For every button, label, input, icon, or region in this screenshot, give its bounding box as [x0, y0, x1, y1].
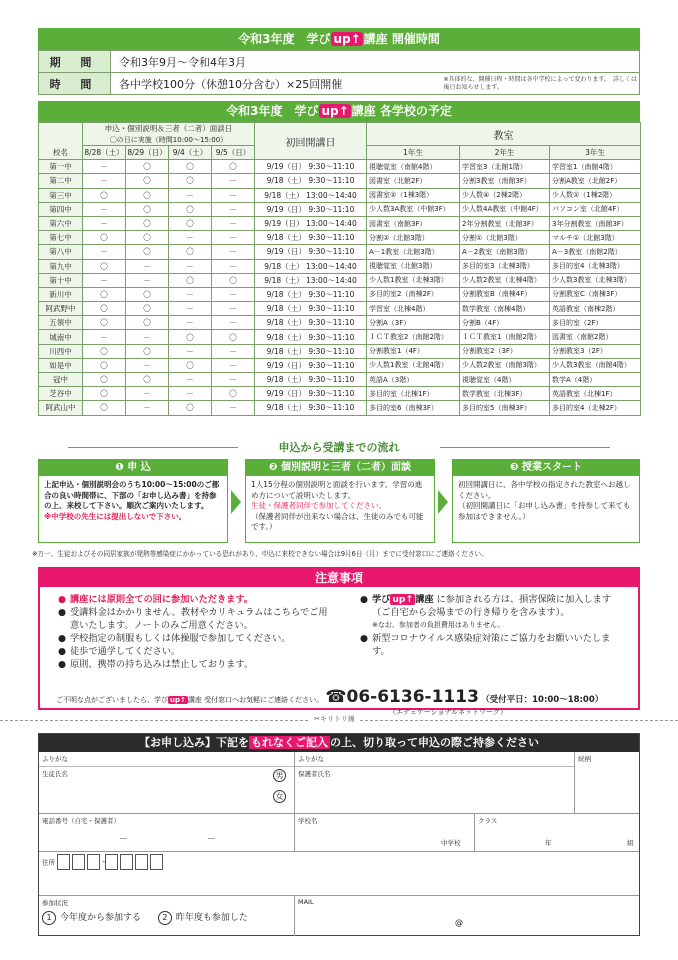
classroom-grade1: A－1教室（北館3階） [367, 245, 460, 259]
schedule-row [39, 373, 641, 387]
interview-mark: 〇 [126, 174, 169, 188]
classroom-grade3: 図書室（南館2階） [550, 330, 641, 344]
interview-mark: － [212, 174, 255, 188]
interview-mark: － [169, 373, 212, 387]
caution-list-left [58, 593, 328, 671]
school-name: 第一中 [39, 160, 83, 174]
interview-mark: － [126, 259, 169, 273]
schedule-row [39, 259, 641, 273]
schedule-row [39, 174, 641, 188]
classroom-grade2: 分割教室B（南棟4F） [460, 287, 550, 301]
classroom-grade3: 分割教室3（2F） [550, 344, 641, 358]
school-name: 阿武山中 [39, 401, 83, 415]
time-value: 各中学校100分（休憩10分含む）×25回開催 [111, 73, 440, 95]
interview-mark: － [83, 330, 126, 344]
header-grade: 2年生 [460, 146, 550, 160]
first-class-date: 9/19（日） 9:30～11:10 [255, 160, 367, 174]
classroom-grade1: 分割A（3F） [367, 316, 460, 330]
reception-hours: （受付平日：10:00～18:00） [481, 695, 604, 705]
phone-number: ☎06-6136-1113 [325, 687, 479, 707]
header-interview-sub: 〇の日に実施（時間10:00～15:00） [83, 135, 255, 146]
first-class-date: 9/18（土） 9:30～11:10 [255, 287, 367, 301]
interview-mark: 〇 [126, 188, 169, 202]
interview-mark: － [212, 401, 255, 415]
schedule-section [38, 101, 640, 416]
interview-mark: － [169, 387, 212, 401]
interview-mark: 〇 [126, 231, 169, 245]
first-class-date: 9/18（土） 9:30～11:10 [255, 316, 367, 330]
classroom-grade1: 多目的室（北棟1F） [367, 387, 460, 401]
hours-title: 令和3年度 学び up↑ 講座 開催時間 [38, 28, 640, 50]
interview-mark: 〇 [83, 316, 126, 330]
interview-mark: － [83, 245, 126, 259]
classroom-grade3: 少人数①（1棟2階） [550, 188, 641, 202]
interview-mark: 〇 [126, 160, 169, 174]
classroom-grade2: 多目的室5（南棟3F） [460, 401, 550, 415]
caution-item: ● 学び up↑ 講座 に参加される方は、損害保険に加入します（ご自宅から会場までの行き帰りを含みます）。 ※なお、参加者の負担費用はありません。 [360, 593, 620, 632]
caution-item: ● 学校指定の制服もしくは体操服で参加してください。 [58, 632, 328, 645]
classroom-grade2: 分割①（北館3階） [460, 231, 550, 245]
first-class-date: 9/19（日） 9:30～11:10 [255, 387, 367, 401]
classroom-grade3: 少人数3教室（南館4階） [550, 358, 641, 372]
header-date: 9/4（土） [169, 146, 212, 160]
relation-field[interactable]: 続柄 [575, 752, 639, 814]
interview-mark: 〇 [83, 302, 126, 316]
classroom-grade2: 数学教室（北棟3F） [460, 387, 550, 401]
caution-item: ● 新型コロナウイルス感染症対策にご協力をお願いいたします。 [360, 632, 620, 658]
application-form [38, 733, 640, 936]
classroom-grade3: 少人数3教室（北棟3階） [550, 273, 641, 287]
interview-mark: － [126, 330, 169, 344]
first-class-date: 9/18（土） 9:30～11:10 [255, 401, 367, 415]
classroom-grade2: 2年分割教室（北館3F） [460, 216, 550, 230]
classroom-grade1: 図書室②（1棟3階） [367, 188, 460, 202]
student-name-field[interactable]: ふりがな 生徒氏名 男 女 [39, 752, 295, 814]
interview-mark: － [212, 216, 255, 230]
interview-mark: 〇 [212, 387, 255, 401]
interview-mark: 〇 [126, 202, 169, 216]
school-name: 第六中 [39, 216, 83, 230]
schedule-row [39, 302, 641, 316]
classroom-grade1: 少人数1教室（北棟3階） [367, 273, 460, 287]
classroom-grade2: 学習室3（北館1階） [460, 160, 550, 174]
interview-mark: 〇 [126, 344, 169, 358]
school-name: 第七中 [39, 231, 83, 245]
school-name: 第八中 [39, 245, 83, 259]
classroom-grade3: マルチ①（北館3階） [550, 231, 641, 245]
male-option[interactable]: 男 [273, 769, 286, 782]
first-class-date: 9/18（土） 9:30～11:10 [255, 373, 367, 387]
interview-mark: － [83, 174, 126, 188]
mail-field[interactable]: MAIL @ [298, 898, 463, 927]
classroom-grade2: ＩＣＴ教室1（南館2階） [460, 330, 550, 344]
schedule-row [39, 387, 641, 401]
classroom-grade1: 分割②（北館3階） [367, 231, 460, 245]
classroom-grade1: 視聴覚室（北館3階） [367, 259, 460, 273]
first-class-date: 9/19（日） 9:30～11:10 [255, 245, 367, 259]
interview-mark: 〇 [83, 373, 126, 387]
interview-mark: 〇 [126, 316, 169, 330]
interview-mark: － [83, 202, 126, 216]
interview-mark: 〇 [126, 302, 169, 316]
interview-mark: 〇 [212, 273, 255, 287]
schedule-row [39, 287, 641, 301]
option-new[interactable]: 今年度から参加する [60, 913, 142, 923]
interview-mark: 〇 [169, 330, 212, 344]
parent-name-field[interactable]: ふりがな 保護者氏名 [295, 752, 575, 814]
interview-mark: 〇 [212, 160, 255, 174]
interview-mark: 〇 [83, 344, 126, 358]
interview-mark: 〇 [212, 330, 255, 344]
schedule-row [39, 216, 641, 230]
classroom-grade3: パソコン室（北館4F） [550, 202, 641, 216]
class-field[interactable]: クラス 年 組 [475, 814, 639, 852]
interview-mark: 〇 [126, 287, 169, 301]
caution-item: ● 徒歩で通学してください。 [58, 645, 328, 658]
flow-step-apply: ❶ 申 込 上記申込・個別説明会のうち10:00～15:00のご都合の良い時間帯に、下部の「お申し込み書」を持参の上、来校して下さい。順次ご案内いたします。 ※中学校の先生には提出しないで下さい。 [38, 459, 228, 543]
flow-arrow [231, 490, 241, 514]
classroom-grade1: 視聴覚室（南館4階） [367, 160, 460, 174]
school-name: 第二中 [39, 174, 83, 188]
period-value: 令和3年9月～令和4年3月 [111, 51, 640, 73]
interview-mark: － [212, 245, 255, 259]
time-note: ※具体的な、開催日程・時間は各中学校によって変わります。 詳しくは後日お知らせします。 [440, 73, 640, 95]
schedule-row [39, 273, 641, 287]
option-2-number[interactable]: 2 [158, 911, 172, 925]
caution-item: ● 原則、携帯の持ち込みは禁止しております。 [58, 658, 328, 671]
first-class-date: 9/19（日） 9:30～11:10 [255, 202, 367, 216]
classroom-grade2: 分割B（4F） [460, 316, 550, 330]
school-name: 第九中 [39, 259, 83, 273]
classroom-grade3: 多目的室4（北棟3階） [550, 259, 641, 273]
schedule-row [39, 316, 641, 330]
interview-mark: 〇 [83, 401, 126, 415]
classroom-grade1: 学習室（北棟4階） [367, 302, 460, 316]
first-class-date: 9/19（日） 9:30～11:10 [255, 358, 367, 372]
classroom-grade1: 多目的室6（南棟3F） [367, 401, 460, 415]
interview-mark: 〇 [126, 245, 169, 259]
interview-mark: － [169, 316, 212, 330]
interview-mark: － [126, 273, 169, 287]
interview-mark: 〇 [83, 188, 126, 202]
option-returning[interactable]: 昨年度も参加した [175, 913, 248, 923]
interview-mark: 〇 [83, 259, 126, 273]
interview-mark: － [169, 287, 212, 301]
interview-mark: 〇 [169, 401, 212, 415]
school-name: 新川中 [39, 287, 83, 301]
header-classroom: 教室 [367, 123, 641, 146]
classroom-grade2: 多目的室3（北棟3階） [460, 259, 550, 273]
interview-mark: － [212, 231, 255, 245]
classroom-grade1: 図書室（北館2F） [367, 174, 460, 188]
cut-label: ✂キリトリ線 [310, 714, 359, 724]
schedule-row [39, 330, 641, 344]
period-label: 期 間 [39, 51, 111, 73]
interview-mark: 〇 [83, 387, 126, 401]
first-class-date: 9/18（土） 9:30～11:10 [255, 344, 367, 358]
first-class-date: 9/18（土） 9:30～11:10 [255, 231, 367, 245]
schedule-row [39, 245, 641, 259]
caution-item: ● 受講料金はかかりません。教材やカリキュラムはこちらでご用意いたします。ノートのみご用意ください。 [58, 606, 328, 632]
classroom-grade3: 英語教室（北棟1F） [550, 387, 641, 401]
classroom-grade3: 数学A（4階） [550, 373, 641, 387]
schedule-row [39, 401, 641, 415]
interview-mark: 〇 [126, 373, 169, 387]
caution-list-right [360, 593, 620, 658]
female-option[interactable]: 女 [273, 790, 286, 803]
classroom-grade3: 分割A教室（北館2F） [550, 174, 641, 188]
school-name: 第四中 [39, 202, 83, 216]
organization: （エデュケーショナルネットワーク） [389, 708, 507, 716]
interview-mark: － [212, 344, 255, 358]
classroom-grade3: 学習室1（南館4階） [550, 160, 641, 174]
interview-mark: 〇 [83, 358, 126, 372]
interview-mark: － [169, 344, 212, 358]
header-date: 8/28（土） [83, 146, 126, 160]
first-class-date: 9/18（土） 13:00～14:40 [255, 259, 367, 273]
school-name: 阿武野中 [39, 302, 83, 316]
interview-mark: 〇 [169, 358, 212, 372]
first-class-date: 9/18（土） 13:00～14:40 [255, 273, 367, 287]
school-name: 第三中 [39, 188, 83, 202]
time-label: 時 間 [39, 73, 111, 95]
school-field[interactable]: 学校名 中学校 [295, 814, 475, 852]
interview-mark: － [212, 259, 255, 273]
interview-mark: 〇 [169, 245, 212, 259]
schedule-row [39, 358, 641, 372]
interview-mark: － [169, 231, 212, 245]
first-class-date: 9/18（土） 9:30～11:10 [255, 174, 367, 188]
schedule-table [38, 122, 641, 416]
schedule-row [39, 160, 641, 174]
header-date: 8/29（日） [126, 146, 169, 160]
first-class-date: 9/19（日） 13:00～14:40 [255, 216, 367, 230]
classroom-grade1: 英語A（3階） [367, 373, 460, 387]
classroom-grade2: A－2教室（南館3階） [460, 245, 550, 259]
classroom-grade3: 英語教室（南棟2階） [550, 302, 641, 316]
interview-mark: 〇 [169, 174, 212, 188]
classroom-grade3: A－3教室（南館2階） [550, 245, 641, 259]
interview-mark: 〇 [169, 216, 212, 230]
interview-mark: － [83, 273, 126, 287]
header-interview: 申込・個別説明＆三者（二者）面談日 [83, 123, 255, 135]
classroom-grade1: 図書室（南館3F） [367, 216, 460, 230]
interview-mark: － [126, 358, 169, 372]
classroom-grade1: ＩＣＴ教室2（南館2階） [367, 330, 460, 344]
interview-mark: 〇 [169, 273, 212, 287]
classroom-grade3: 多目的室4（北棟2F） [550, 401, 641, 415]
classroom-grade2: 少人数2教室（南館3階） [460, 358, 550, 372]
contact-line: ご不明な点がございましたら、学び up↑ 講座 受付窓口へお気軽にご連絡ください。 ☎06-6136-1113 （受付平日：10:00～18:00） （エデュケーショナルネットワーク） [56, 687, 604, 716]
option-1-number[interactable]: 1 [42, 911, 56, 925]
header-first: 初回開講日 [255, 123, 367, 160]
classroom-grade2: 視聴覚室（4階） [460, 373, 550, 387]
interview-mark: 〇 [169, 160, 212, 174]
interview-mark: － [212, 373, 255, 387]
flow-step-interview: ❷ 個別説明と三者（二者）面談 1人15分程の個別説明と面談を行います。学習の進め方について説明いたします。 生徒・保護者同伴で参加してください。 （保護者同伴が出来ない場合は、生徒のみでも可能です。） [245, 459, 435, 543]
header-date: 9/5（日） [212, 146, 255, 160]
address-field[interactable]: 住所 - [39, 852, 639, 896]
classroom-grade3: 3年分割教室（南館3F） [550, 216, 641, 230]
interview-mark: － [83, 160, 126, 174]
classroom-grade2: 少人数4A教室（中館4F） [460, 202, 550, 216]
caution-box [38, 567, 640, 716]
interview-mark: － [169, 302, 212, 316]
form-header: 【お申し込み】下記を もれなくご記入 の上、切り取って申込の際ご持参ください [39, 734, 639, 752]
school-name: 冠中 [39, 373, 83, 387]
school-name: 第十中 [39, 273, 83, 287]
school-name: 川西中 [39, 344, 83, 358]
classroom-grade2: 少人数2教室（北棟4階） [460, 273, 550, 287]
interview-mark: － [212, 302, 255, 316]
interview-mark: － [83, 216, 126, 230]
flow-arrow [438, 490, 448, 514]
classroom-grade1: 多目的室2（南棟2F） [367, 287, 460, 301]
header-grade: 3年生 [550, 146, 641, 160]
classroom-grade1: 分割教室1（4F） [367, 344, 460, 358]
classroom-grade2: 少人数④（2棟2階） [460, 188, 550, 202]
schedule-row [39, 188, 641, 202]
schedule-row [39, 231, 641, 245]
classroom-grade2: 数学教室（南棟4階） [460, 302, 550, 316]
header-school: 校名 [39, 146, 83, 160]
schedule-row [39, 202, 641, 216]
classroom-grade3: 多目的室（2F） [550, 316, 641, 330]
school-name: 五領中 [39, 316, 83, 330]
classroom-grade1: 少人数3A教室（中館3F） [367, 202, 460, 216]
interview-mark: － [169, 259, 212, 273]
flow-title: 申込から受講までの流れ [38, 439, 640, 455]
first-class-date: 9/18（土） 9:30～11:10 [255, 330, 367, 344]
first-class-date: 9/18（土） 9:30～11:10 [255, 302, 367, 316]
interview-mark: － [212, 358, 255, 372]
classroom-grade2: 分割3教室（南館3F） [460, 174, 550, 188]
caution-item: ● 講座には原則全ての回に参加いただきます。 [58, 593, 328, 606]
interview-mark: － [126, 401, 169, 415]
school-name: 芝谷中 [39, 387, 83, 401]
first-class-date: 9/18（土） 13:00～14:40 [255, 188, 367, 202]
interview-mark: － [212, 202, 255, 216]
interview-mark: － [126, 387, 169, 401]
classroom-grade2: 分割教室2（3F） [460, 344, 550, 358]
hours-section [38, 28, 640, 95]
interview-mark: － [212, 287, 255, 301]
status-field: 参加状況 1 今年度から参加する 2 昨年度も参加した [39, 896, 295, 936]
school-name: 城南中 [39, 330, 83, 344]
schedule-row [39, 344, 641, 358]
classroom-grade1: 少人数1教室（北館4階） [367, 358, 460, 372]
classroom-grade3: 分割教室C（南棟3F） [550, 287, 641, 301]
caution-title: 注意事項 [40, 569, 638, 587]
interview-mark: 〇 [169, 202, 212, 216]
interview-mark: 〇 [126, 216, 169, 230]
interview-mark: － [169, 188, 212, 202]
interview-mark: 〇 [83, 287, 126, 301]
interview-mark: － [212, 188, 255, 202]
interview-mark: － [212, 316, 255, 330]
infection-notice: ※万一、生徒およびその同居家族が発熱等感染症にかかっている恐れがあり、申込に来校できない場合は9月6日（月）までに受付窓口にご連絡ください。 [32, 550, 488, 558]
school-name: 如是中 [39, 358, 83, 372]
header-grade: 1年生 [367, 146, 460, 160]
phone-field[interactable]: 電話番号（自宅・保護者） － － [39, 814, 295, 852]
schedule-title: 令和3年度 学び up↑ 講座 各学校の予定 [38, 101, 640, 122]
flow-step-start: ❸ 授業スタート 初回開講日に、各中学校の指定された教室へお越しください。 （初回開講日に「お申し込み書」を持参して来ても参加はできません。） [452, 459, 640, 543]
interview-mark: 〇 [83, 231, 126, 245]
